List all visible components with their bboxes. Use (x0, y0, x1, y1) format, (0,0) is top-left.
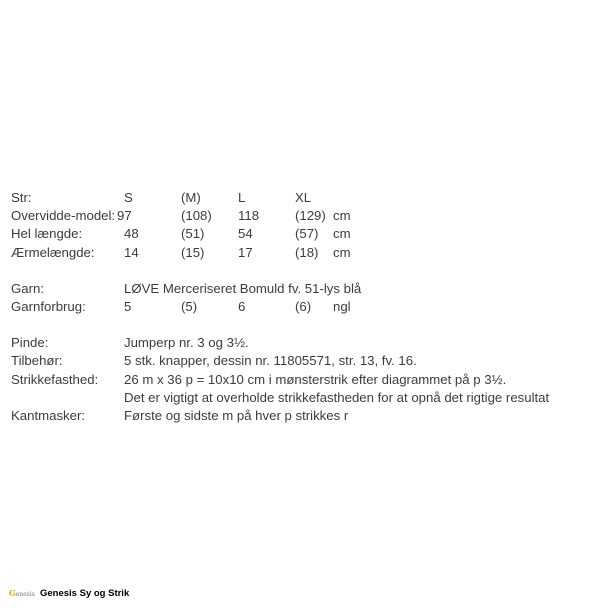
size-l: L (238, 190, 246, 205)
size-xl: XL (295, 190, 312, 205)
measurement-label: Hel længde: (11, 226, 83, 242)
size-m: (M) (181, 190, 201, 205)
measurement-value: (57) (295, 226, 319, 242)
detail-value: Det er vigtigt at overholde strikkefastheden for at opnå det rigtige resultat (124, 389, 550, 405)
yarn-usage-label: Garnforbrug: (11, 298, 86, 314)
detail-label: Kantmasker: (11, 407, 86, 423)
yarn-usage-value: (5) (181, 298, 198, 314)
brand-name: Genesis Sy og Strik (40, 587, 130, 599)
measurement-value: 48 (124, 226, 139, 242)
yarn-label: Garn: (11, 280, 44, 296)
yarn-usage-value: 5 (124, 298, 132, 314)
measurement-unit: cm (333, 244, 351, 260)
detail-label: Pinde: (11, 335, 49, 351)
detail-label: Strikkefasthed: (11, 371, 99, 387)
footer-brand (9, 587, 129, 599)
yarn-usage-value: (6) (295, 298, 312, 314)
detail-value: 26 m x 36 p = 10x10 cm i mønsterstrik efter diagrammet på p 3½. (124, 371, 507, 387)
yarn-usage-unit: ngl (333, 298, 351, 314)
genesis-logo-icon: Genesis (9, 587, 35, 598)
measurement-label: Ærmelængde: (11, 244, 95, 260)
measurement-value: (18) (295, 244, 319, 260)
measurement-value: 54 (238, 226, 253, 242)
measurement-value: (51) (181, 226, 205, 242)
sizes-label: Str: (11, 190, 32, 205)
detail-value: Første og sidste m på hver p strikkes r (124, 407, 349, 423)
measurement-value: 17 (238, 244, 253, 260)
measurement-value: (108) (181, 208, 212, 224)
measurement-value: 118 (238, 208, 260, 224)
yarn-usage-value: 6 (238, 298, 246, 314)
measurement-unit: cm (333, 208, 351, 224)
measurement-unit: cm (333, 226, 351, 242)
measurement-value: (15) (181, 244, 205, 260)
measurement-value: 97 (117, 208, 132, 224)
yarn-value: LØVE Merceriseret Bomuld fv. 51-lys blå (124, 280, 362, 296)
detail-value: Jumperp nr. 3 og 3½. (124, 335, 249, 351)
detail-label: Tilbehør: (11, 353, 63, 369)
measurement-value: (129) (295, 208, 326, 224)
size-s: S (124, 190, 133, 205)
measurement-value: 14 (124, 244, 139, 260)
measurement-label: Overvidde-model: (11, 208, 116, 224)
detail-value: 5 stk. knapper, dessin nr. 11805571, str. 13, fv. 16. (124, 353, 417, 369)
